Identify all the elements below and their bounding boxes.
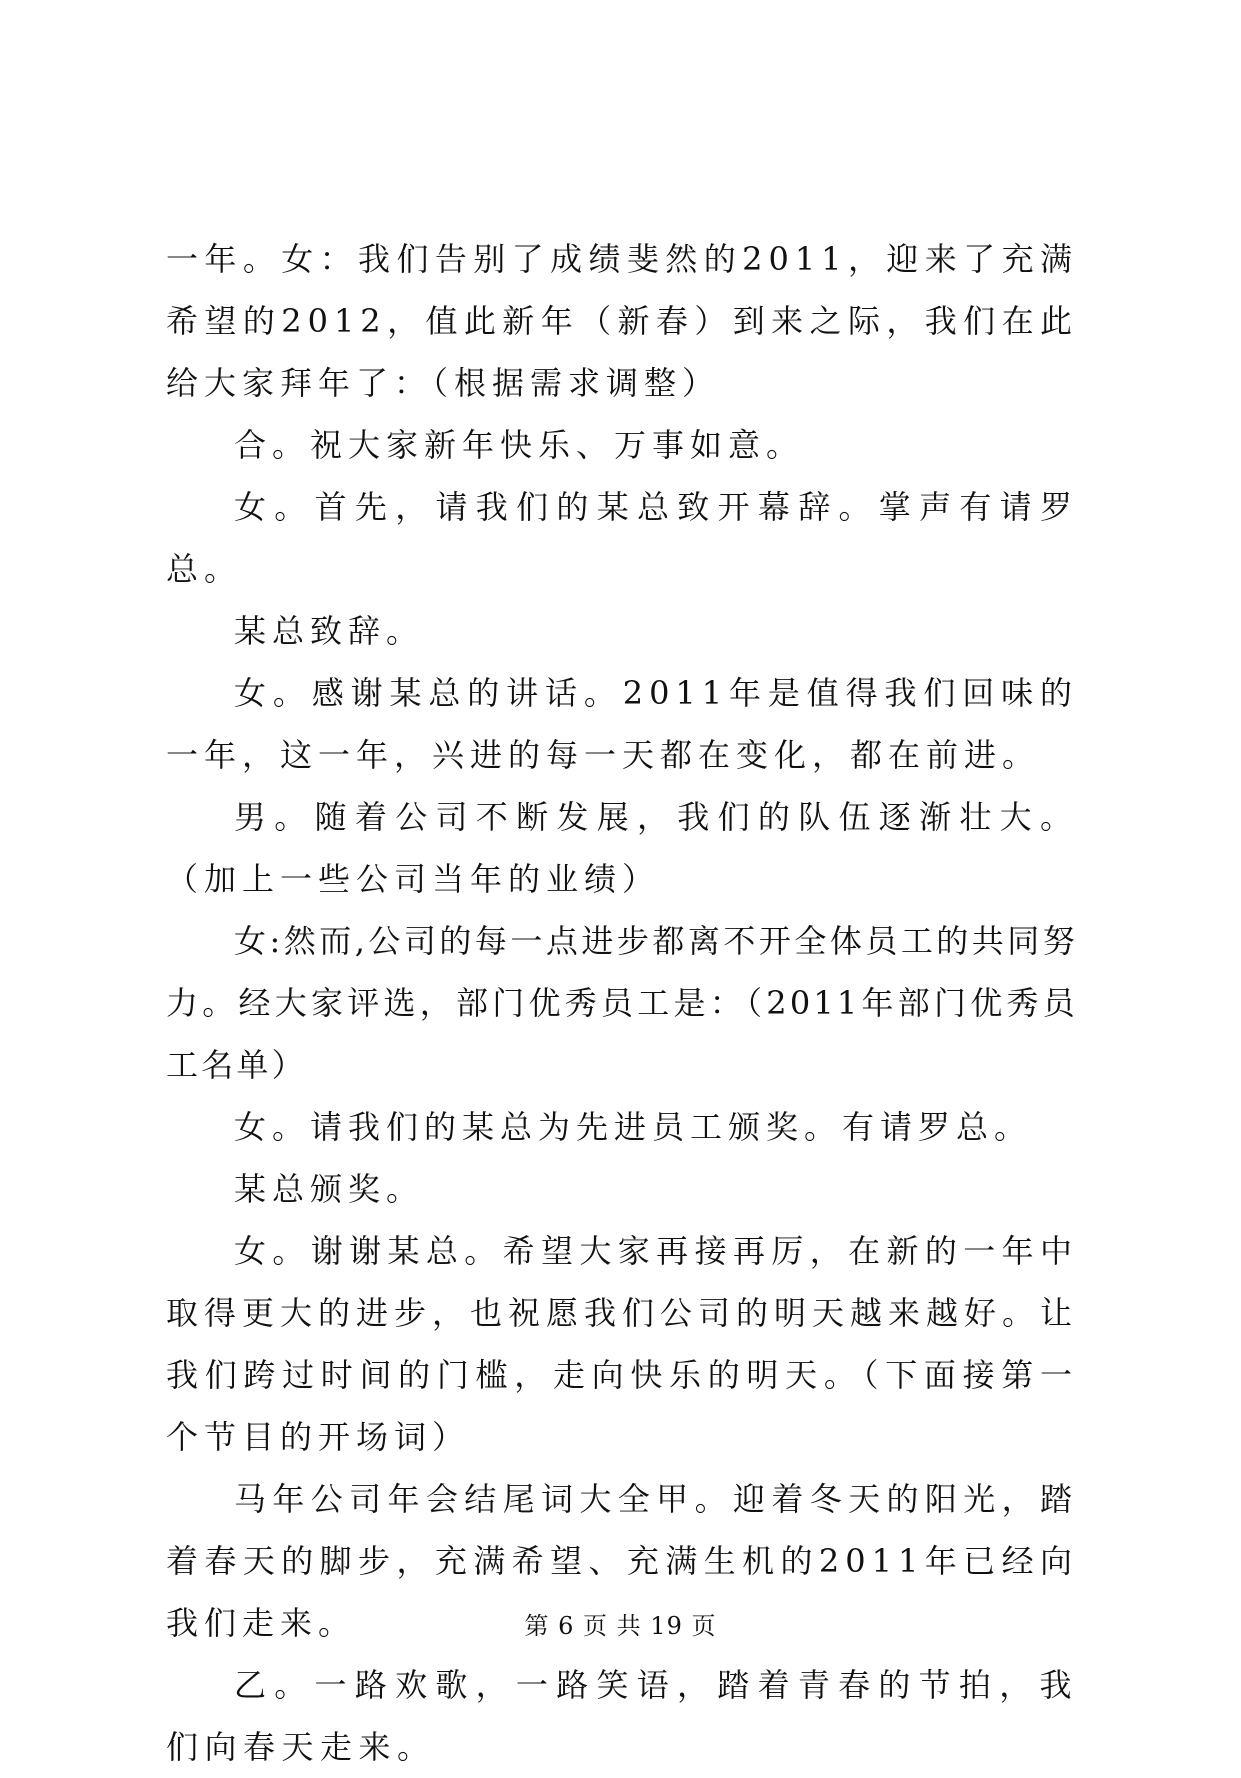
paragraph-10: 女。谢谢某总。希望大家再接再厉，在新的一年中取得更大的进步，也祝愿我们公司的明天越来越好。让我们跨过时间的门槛，走向快乐的明天。（下面接第一个节目的开场词）	[166, 1232, 1079, 1456]
paragraph-11: 马年公司年会结尾词大全甲。迎着冬天的阳光，踏着春天的脚步，充满希望、充满生机的2011年已经向我们走来。	[166, 1480, 1078, 1642]
paragraph-12: 乙。一路欢歌，一路笑语，踏着青春的节拍，我们向春天走来。	[166, 1666, 1078, 1766]
paragraph-7: 女:然而,公司的每一点进步都离不开全体员工的共同努力。经大家评选，部门优秀员工是：（2011年部门优秀员工名单）	[166, 922, 1078, 1084]
paragraph-4: 某总致辞。	[234, 612, 425, 650]
page-number-footer: 第 6 页 共 19 页	[524, 1612, 717, 1640]
paragraph-6: 男。随着公司不断发展，我们的队伍逐渐壮大。（加上一些公司当年的业绩）	[166, 798, 1078, 898]
paragraph-9: 某总颁奖。	[234, 1170, 425, 1208]
paragraph-5: 女。感谢某总的讲话。2011年是值得我们回味的一年，这一年，兴进的每一天都在变化，都在前进。	[166, 674, 1078, 774]
paragraph-1: 一年。女：我们告别了成绩斐然的2011，迎来了充满希望的2012，值此新年（新春）到来之际，我们在此给大家拜年了：（根据需求调整）	[166, 240, 1078, 402]
paragraph-2: 合。祝大家新年快乐、万事如意。	[234, 426, 805, 464]
paragraph-3: 女。首先，请我们的某总致开幕辞。掌声有请罗总。	[166, 488, 1078, 588]
paragraph-8: 女。请我们的某总为先进员工颁奖。有请罗总。	[234, 1108, 1033, 1146]
document-body	[166, 228, 1078, 1778]
